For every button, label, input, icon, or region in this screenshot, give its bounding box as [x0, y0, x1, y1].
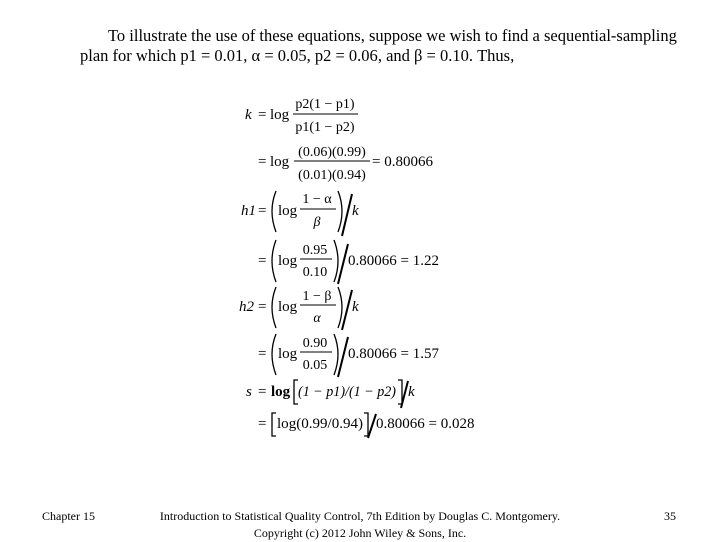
h2-division-slash — [342, 290, 352, 330]
h2-symbol: h2 — [239, 299, 254, 315]
s-sub-division-slash — [368, 414, 376, 438]
h2-formula-denominator: α — [313, 311, 321, 326]
h2-sub-right-paren — [334, 334, 338, 375]
footer-book-line-1: Introduction to Statistical Quality Control, 7th Edition by Douglas C. Montgomery. — [159, 509, 561, 523]
h1-definition — [241, 191, 359, 236]
h2-sub-division-slash — [338, 337, 348, 377]
intro-line-1: To illustrate the use of these equations, suppose we wish to find a sequential-sampling — [108, 26, 677, 45]
k-sub-equals: = — [258, 154, 267, 170]
s-sub-left-bracket — [272, 413, 276, 436]
h1-formula-denominator: β — [313, 215, 321, 230]
intro-line-2-prefix: plan for which — [80, 46, 181, 65]
s-formula: (1 − p1)/(1 − p2) — [298, 384, 396, 400]
s-right-bracket — [398, 380, 402, 404]
footer-book-line-2: Copyright (c) 2012 John Wiley & Sons, Inc. — [253, 526, 467, 540]
h1-substitution — [258, 240, 439, 284]
intro-line-2-suffix: . Thus, — [468, 46, 515, 65]
k-sub-numerator: (0.06)(0.99) — [298, 145, 366, 160]
footer-page-number: 35 — [664, 509, 676, 523]
h1-division-slash — [342, 194, 352, 236]
footer-citation — [140, 508, 580, 542]
h1-sub-denominator: 0.10 — [302, 265, 328, 280]
h1-left-paren — [272, 191, 276, 232]
h2-value: 0.80066 = 1.57 — [348, 346, 439, 362]
s-k-symbol: k — [408, 384, 415, 400]
k-sub-log: log — [270, 154, 290, 170]
h2-definition — [239, 287, 359, 330]
h1-k-symbol: k — [352, 203, 359, 219]
h2-sub-log: log — [278, 346, 298, 362]
beta-assignment: β = 0.10 — [414, 46, 469, 65]
h2-substitution — [258, 334, 439, 377]
k-equals: = — [258, 107, 267, 123]
s-equals: = — [258, 384, 267, 400]
k-formula-denominator: p1(1 − p2) — [295, 120, 355, 135]
k-symbol: k — [245, 107, 252, 123]
h2-sub-numerator: 0.90 — [302, 336, 328, 351]
h1-log: log — [278, 203, 298, 219]
h2-equals: = — [258, 299, 267, 315]
h2-k-symbol: k — [352, 299, 359, 315]
h2-right-paren — [338, 287, 342, 328]
h1-sub-division-slash — [338, 244, 348, 284]
h2-formula-numerator: 1 − β — [302, 289, 332, 304]
s-sub-right-bracket — [364, 413, 368, 436]
s-log: log — [271, 384, 291, 400]
k-definition — [245, 97, 358, 135]
s-value: 0.80066 = 0.028 — [376, 416, 475, 432]
h1-sub-numerator: 0.95 — [302, 243, 328, 258]
p1-assignment: p1 = 0.01 — [180, 46, 244, 65]
k-log: log — [270, 107, 290, 123]
s-sub-expression: log(0.99/0.94) — [277, 416, 364, 432]
h1-sub-equals: = — [258, 253, 267, 269]
s-symbol: s — [246, 384, 252, 400]
h1-sub-right-paren — [334, 240, 338, 282]
h1-sub-left-paren — [272, 240, 276, 282]
h2-sub-left-paren — [272, 334, 276, 375]
s-definition — [246, 380, 415, 408]
h2-left-paren — [272, 287, 276, 328]
s-sub-equals: = — [258, 416, 267, 432]
h1-equals: = — [258, 203, 267, 219]
h1-right-paren — [338, 191, 342, 232]
footer-chapter: Chapter 15 — [42, 509, 95, 523]
p2-assignment: p2 = 0.06 — [314, 46, 378, 65]
intro-and: , and — [377, 46, 415, 65]
k-substitution — [258, 145, 433, 183]
h1-value: 0.80066 = 1.22 — [348, 253, 439, 269]
h1-formula-numerator: 1 − α — [302, 192, 332, 207]
h2-log: log — [278, 299, 298, 315]
intro-line-2: plan for which p1 = 0.01, α = 0.05, p2 = 0.06, and β = 0.10. Thus, — [80, 46, 515, 65]
h2-sub-equals: = — [258, 346, 267, 362]
k-sub-denominator: (0.01)(0.94) — [298, 168, 366, 183]
h2-sub-denominator: 0.05 — [302, 358, 328, 373]
k-value: = 0.80066 — [372, 154, 433, 170]
k-formula-numerator: p2(1 − p1) — [295, 97, 355, 112]
alpha-assignment: α = 0.05 — [251, 46, 307, 65]
s-substitution — [258, 413, 474, 438]
h1-symbol: h1 — [241, 203, 256, 219]
h1-sub-log: log — [278, 253, 298, 269]
